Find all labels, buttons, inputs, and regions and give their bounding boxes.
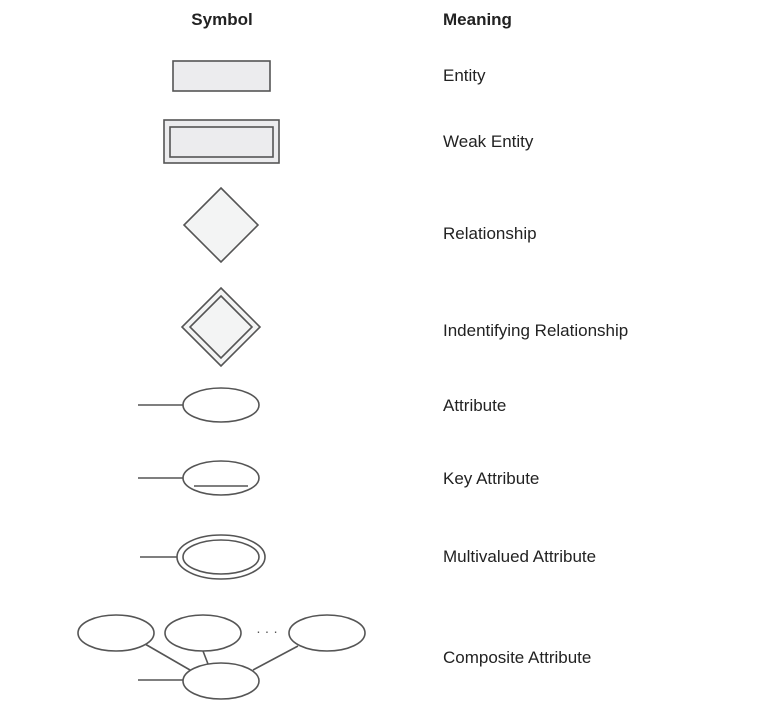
- identifying-relationship-label: Indentifying Relationship: [443, 321, 629, 340]
- relationship-symbol: [184, 188, 258, 262]
- weak-entity-label: Weak Entity: [443, 132, 534, 151]
- meaning-header: Meaning: [443, 10, 512, 29]
- key-attribute-symbol: [138, 461, 259, 495]
- attribute-label: Attribute: [443, 396, 507, 415]
- multivalued-attribute-label: Multivalued Attribute: [443, 547, 597, 566]
- identifying-relationship-symbol: [182, 288, 260, 366]
- symbol-header: Symbol: [191, 10, 253, 29]
- entity-label: Entity: [443, 66, 486, 85]
- attribute-symbol: [138, 388, 259, 422]
- composite-attribute-label: Composite Attribute: [443, 648, 592, 667]
- multivalued-attribute-symbol: [140, 535, 265, 579]
- composite-attribute-symbol: [78, 615, 365, 699]
- ellipsis-text: · · ·: [256, 623, 278, 639]
- weak-entity-symbol: [164, 120, 279, 163]
- entity-symbol: [173, 61, 270, 91]
- relationship-label: Relationship: [443, 224, 537, 243]
- key-attribute-label: Key Attribute: [443, 469, 540, 488]
